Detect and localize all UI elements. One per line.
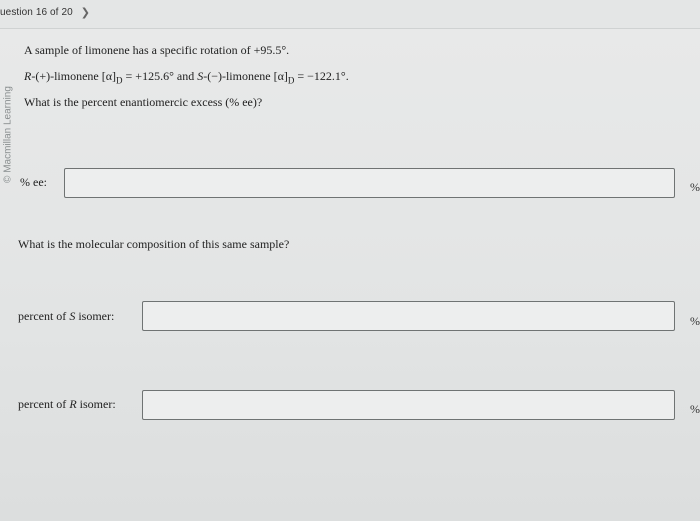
question-counter [0,6,90,19]
r-limonene-rotation: R-(+)-limonene $[\alpha]_D$ [24,69,123,86]
question-line-1: A sample of limonene has a specific rotation of +95.5°. [24,43,290,57]
ee-unit: % [690,180,700,194]
question-line-3: What is the percent enantiomercic excess (% ee)? [24,95,263,109]
r-isomer-input[interactable] [142,390,675,420]
question-header [0,0,700,29]
s-limonene-value: = −122.1°. [294,69,349,83]
s-isomer-input[interactable] [142,301,675,331]
s-isomer-unit: % [690,314,700,328]
ee-label: % ee: [20,175,47,189]
s-isomer-label: percent of S isomer: [18,309,115,323]
question-panel [0,29,700,521]
r-limonene-value: = +125.6° and [122,69,198,83]
question-line-2 [24,69,349,85]
s-limonene-rotation: S-(−)-limonene $[\alpha]_D$ [197,69,295,86]
chevron-right-icon[interactable]: ❯ [80,7,91,19]
ee-input[interactable] [64,168,675,198]
copyright-watermark: © Macmillan Learning [2,86,14,183]
r-isomer-unit: % [690,402,700,416]
composition-question: What is the molecular composition of this same sample? [18,237,290,251]
question-counter-text: uestion 16 of 20 [0,7,73,18]
r-isomer-label: percent of R isomer: [18,397,116,411]
